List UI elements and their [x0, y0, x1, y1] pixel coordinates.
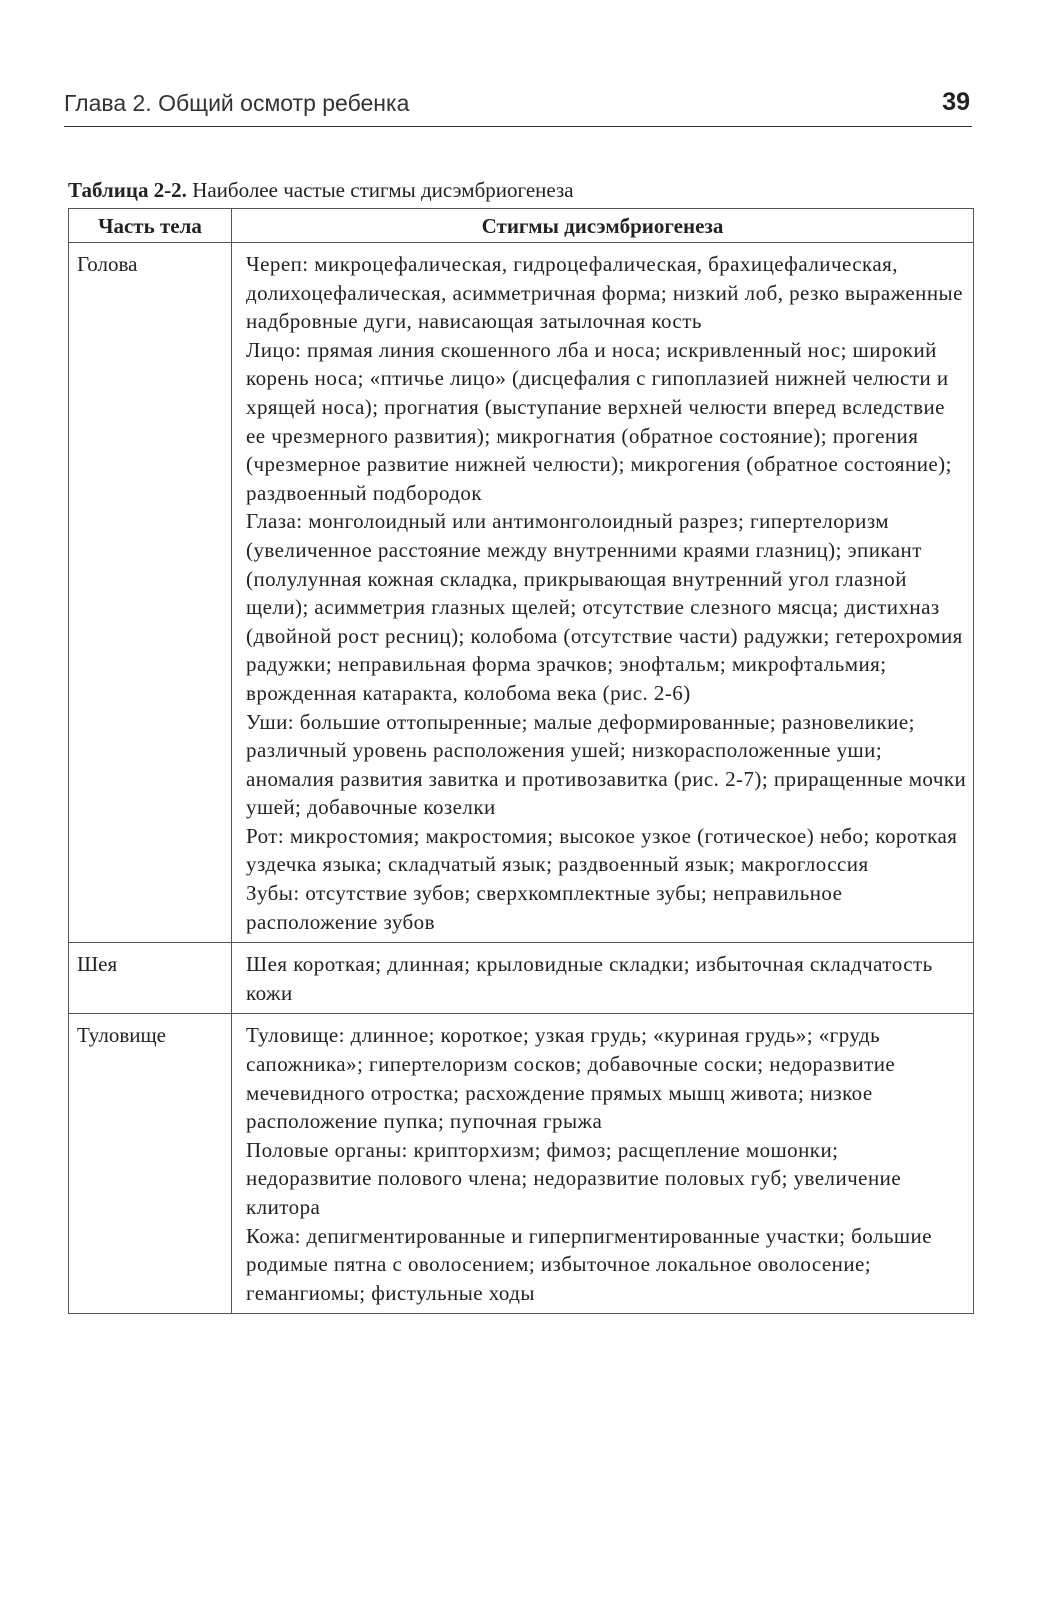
stigmata-paragraph: Череп: микроцефалическая, гидроцефалическая, брахицефалическая, долихоцефалическая, асимметричная форма; низкий лоб, резко выраженные надбровные дуги, нависающая затылочная кость	[246, 252, 963, 334]
column-header-body-part: Часть тела	[69, 209, 232, 243]
table-caption	[68, 178, 574, 203]
stigmata-paragraph: Половые органы: крипторхизм; фимоз; расщепление мошонки; недоразвитие полового члена; недоразвитие половых губ; увеличение клитора	[246, 1137, 902, 1219]
stigmata-cell	[232, 243, 974, 943]
table-row-neck	[69, 943, 974, 1014]
table-row-trunk	[69, 1014, 974, 1314]
running-header	[64, 88, 972, 127]
body-part-cell: Туловище	[69, 1014, 232, 1314]
stigmata-paragraph: Глаза: монголоидный или антимонголоидный разрез; гипертелоризм (увеличенное расстояние между внутренними краями глазниц); эпикант (полулунная кожная складка, прикрывающая внутренний угол глазной щели); асимметрия глазных щелей; отсутствие слезного мясца; дистихназ (двойной рост ресниц); колобома (отсутствие части) радужки; гетерохромия радужки; неправильная форма зрачков; энофтальм; микрофтальмия; врожденная катаракта, колобома века (рис. 2-6)	[246, 509, 963, 705]
body-part-cell: Шея	[69, 943, 232, 1014]
chapter-title: Глава 2. Общий осмотр ребенка	[64, 90, 410, 116]
table-header-row	[69, 209, 974, 243]
stigmata-cell	[232, 943, 974, 1014]
stigmata-paragraph: Лицо: прямая линия скошенного лба и носа; искривленный нос; широкий корень носа; «птичье лицо» (дисцефалия с гипоплазией нижней челюсти и хрящей носа); прогнатия (выступание верхней челюсти вперед вследствие ее чрезмерного развития); микрогнатия (обратное состояние); прогения (чрезмерное развитие нижней челюсти); микрогения (обратное состояние); раздвоенный подбородок	[246, 337, 952, 505]
stigmata-paragraph: Шея короткая; длинная; крыловидные складки; избыточная складчатость кожи	[246, 952, 933, 1005]
stigmata-paragraph: Зубы: отсутствие зубов; сверхкомплектные зубы; неправильное расположение зубов	[246, 881, 843, 934]
stigmata-table	[68, 208, 974, 1314]
stigmata-paragraph: Кожа: депигментированные и гиперпигментированные участки; большие родимые пятна с оволосением; избыточное локальное оволосение; гемангиомы; фистульные ходы	[246, 1223, 932, 1305]
column-header-stigmata: Стигмы дисэмбриогенеза	[232, 209, 974, 243]
stigmata-paragraph: Рот: микростомия; макростомия; высокое узкое (готическое) небо; короткая уздечка языка; складчатый язык; раздвоенный язык; макроглоссия	[246, 823, 958, 877]
stigmata-cell	[232, 1014, 974, 1314]
page-number: 39	[942, 88, 970, 116]
table-caption-label: Таблица 2-2.	[68, 178, 187, 202]
stigmata-paragraph: Туловище: длинное; короткое; узкая грудь; «куриная грудь»; «грудь сапожника»; гипертелоризм сосков; добавочные соски; недоразвитие мечевидного отростка; расхождение прямых мышц живота; низкое расположение пупка; пупочная грыжа	[246, 1023, 896, 1134]
body-part-cell: Голова	[69, 243, 232, 943]
table-caption-text: Наиболее частые стигмы дисэмбриогенеза	[186, 178, 574, 202]
table-row-head	[69, 243, 974, 943]
stigmata-paragraph: Уши: большие оттопыренные; малые деформированные; разновеликие; различный уровень расположения ушей; низкорасположенные уши; аномалия развития завитка и противозавитка (рис. 2-7); приращенные мочки ушей; добавочные козелки	[246, 709, 967, 820]
